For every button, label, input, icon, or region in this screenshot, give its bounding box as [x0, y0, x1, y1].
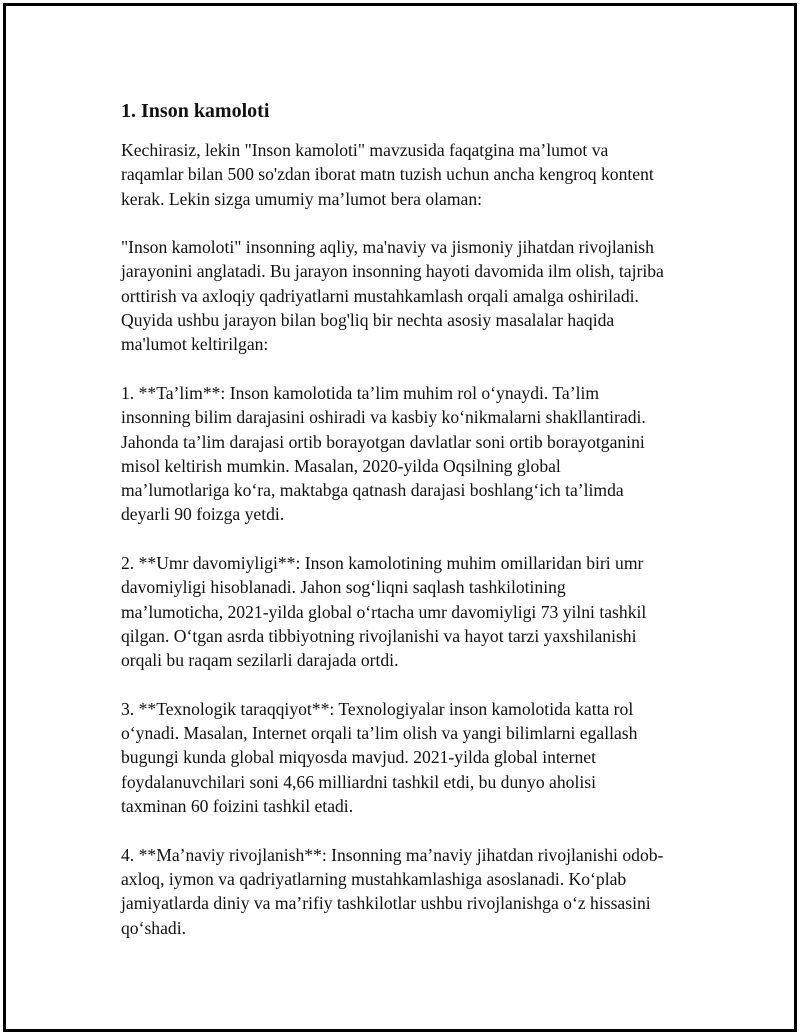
text-line: Jahonda ta’lim darajasi ortib borayotgan davlatlar soni ortib borayotganini: [121, 431, 645, 452]
text-line: orttirish va axloqiy qadriyatlarni mustahkamlash orqali amalga oshiriladi.: [121, 285, 639, 306]
text-line: Quyida ushbu jarayon bilan bog'liq bir nechta asosiy masalalar haqida: [121, 310, 615, 331]
text-line: raqamlar bilan 500 so'zdan iborat matn tuzish uchun ancha kengroq kontent: [121, 164, 654, 185]
text-line: "Inson kamoloti" insonning aqliy, ma'naviy va jismoniy jihatdan rivojlanish: [121, 237, 654, 258]
paragraph-intro: [121, 138, 701, 211]
text-line: 3. **Texnologik taraqqiyot**: Texnologiyalar inson kamolotida katta rol: [121, 698, 634, 719]
page-title: 1. Inson kamoloti: [121, 100, 270, 122]
document-body: [121, 98, 701, 964]
text-line: kerak. Lekin sizga umumiy ma’lumot bera olaman:: [121, 188, 483, 209]
paragraph-definition: [121, 235, 701, 356]
text-line: davomiyligi hisoblanadi. Jahon sog‘liqni saqlash tashkilotining: [121, 577, 566, 598]
text-line: 4. **Ma’naviy rivojlanish**: Insonning ma’naviy jihatdan rivojlanishi odob-: [121, 844, 664, 865]
text-line: qilgan. O‘tgan asrda tibbiyotning rivojlanishi va hayot tarzi yaxshilanishi: [121, 625, 637, 646]
text-line: Kechirasiz, lekin "Inson kamoloti" mavzusida faqatgina ma’lumot va: [121, 140, 609, 160]
text-line: qo‘shadi.: [121, 917, 186, 938]
text-line: 1. **Ta’lim**: Inson kamolotida ta’lim muhim rol o‘ynaydi. Ta’lim: [121, 382, 600, 403]
paragraph-talim: [121, 381, 701, 527]
text-line: deyarli 90 foizga yetdi.: [121, 504, 285, 525]
text-line: bugungi kunda global miqyosda mavjud. 2021-yilda global internet: [121, 747, 596, 768]
paragraph-manaviy-rivojlanish: [121, 843, 701, 940]
text-line: 2. **Umr davomiyligi**: Inson kamolotining muhim omillaridan biri umr: [121, 553, 644, 574]
text-line: axloq, iymon va qadriyatlarning mustahkamlashiga asoslanadi. Ko‘plab: [121, 868, 627, 889]
text-line: jamiyatlarda diniy va ma’rifiy tashkilotlar ushbu rivojlanishga o‘z hissasini: [121, 893, 651, 914]
text-line: orqali bu raqam sezilarli darajada ortdi.: [121, 650, 399, 671]
text-line: foydalanuvchilari soni 4,66 milliardni tashkil etdi, bu dunyo aholisi: [121, 771, 596, 792]
text-line: insonning bilim darajasini oshiradi va kasbiy ko‘nikmalarni shakllantiradi.: [121, 407, 646, 428]
text-line: ma’lumoticha, 2021-yilda global o‘rtacha umr davomiyligi 73 yilni tashkil: [121, 601, 647, 622]
paragraph-umr-davomiyligi: [121, 551, 701, 672]
page-frame: [3, 3, 797, 1032]
text-line: jarayonini anglatadi. Bu jarayon insonning hayoti davomida ilm olish, tajriba: [121, 261, 664, 282]
text-line: o‘ynadi. Masalan, Internet orqali ta’lim olish va yangi bilimlarni egallash: [121, 723, 638, 744]
text-line: ma’lumotlariga ko‘ra, maktabga qatnash darajasi boshlang‘ich ta’limda: [121, 480, 624, 501]
text-line: taxminan 60 foizini tashkil etadi.: [121, 796, 354, 817]
text-line: misol keltirish mumkin. Masalan, 2020-yilda Oqsilning global: [121, 455, 561, 476]
paragraph-texnologik-taraqqiyot: [121, 697, 701, 818]
text-line: ma'lumot keltirilgan:: [121, 334, 269, 355]
